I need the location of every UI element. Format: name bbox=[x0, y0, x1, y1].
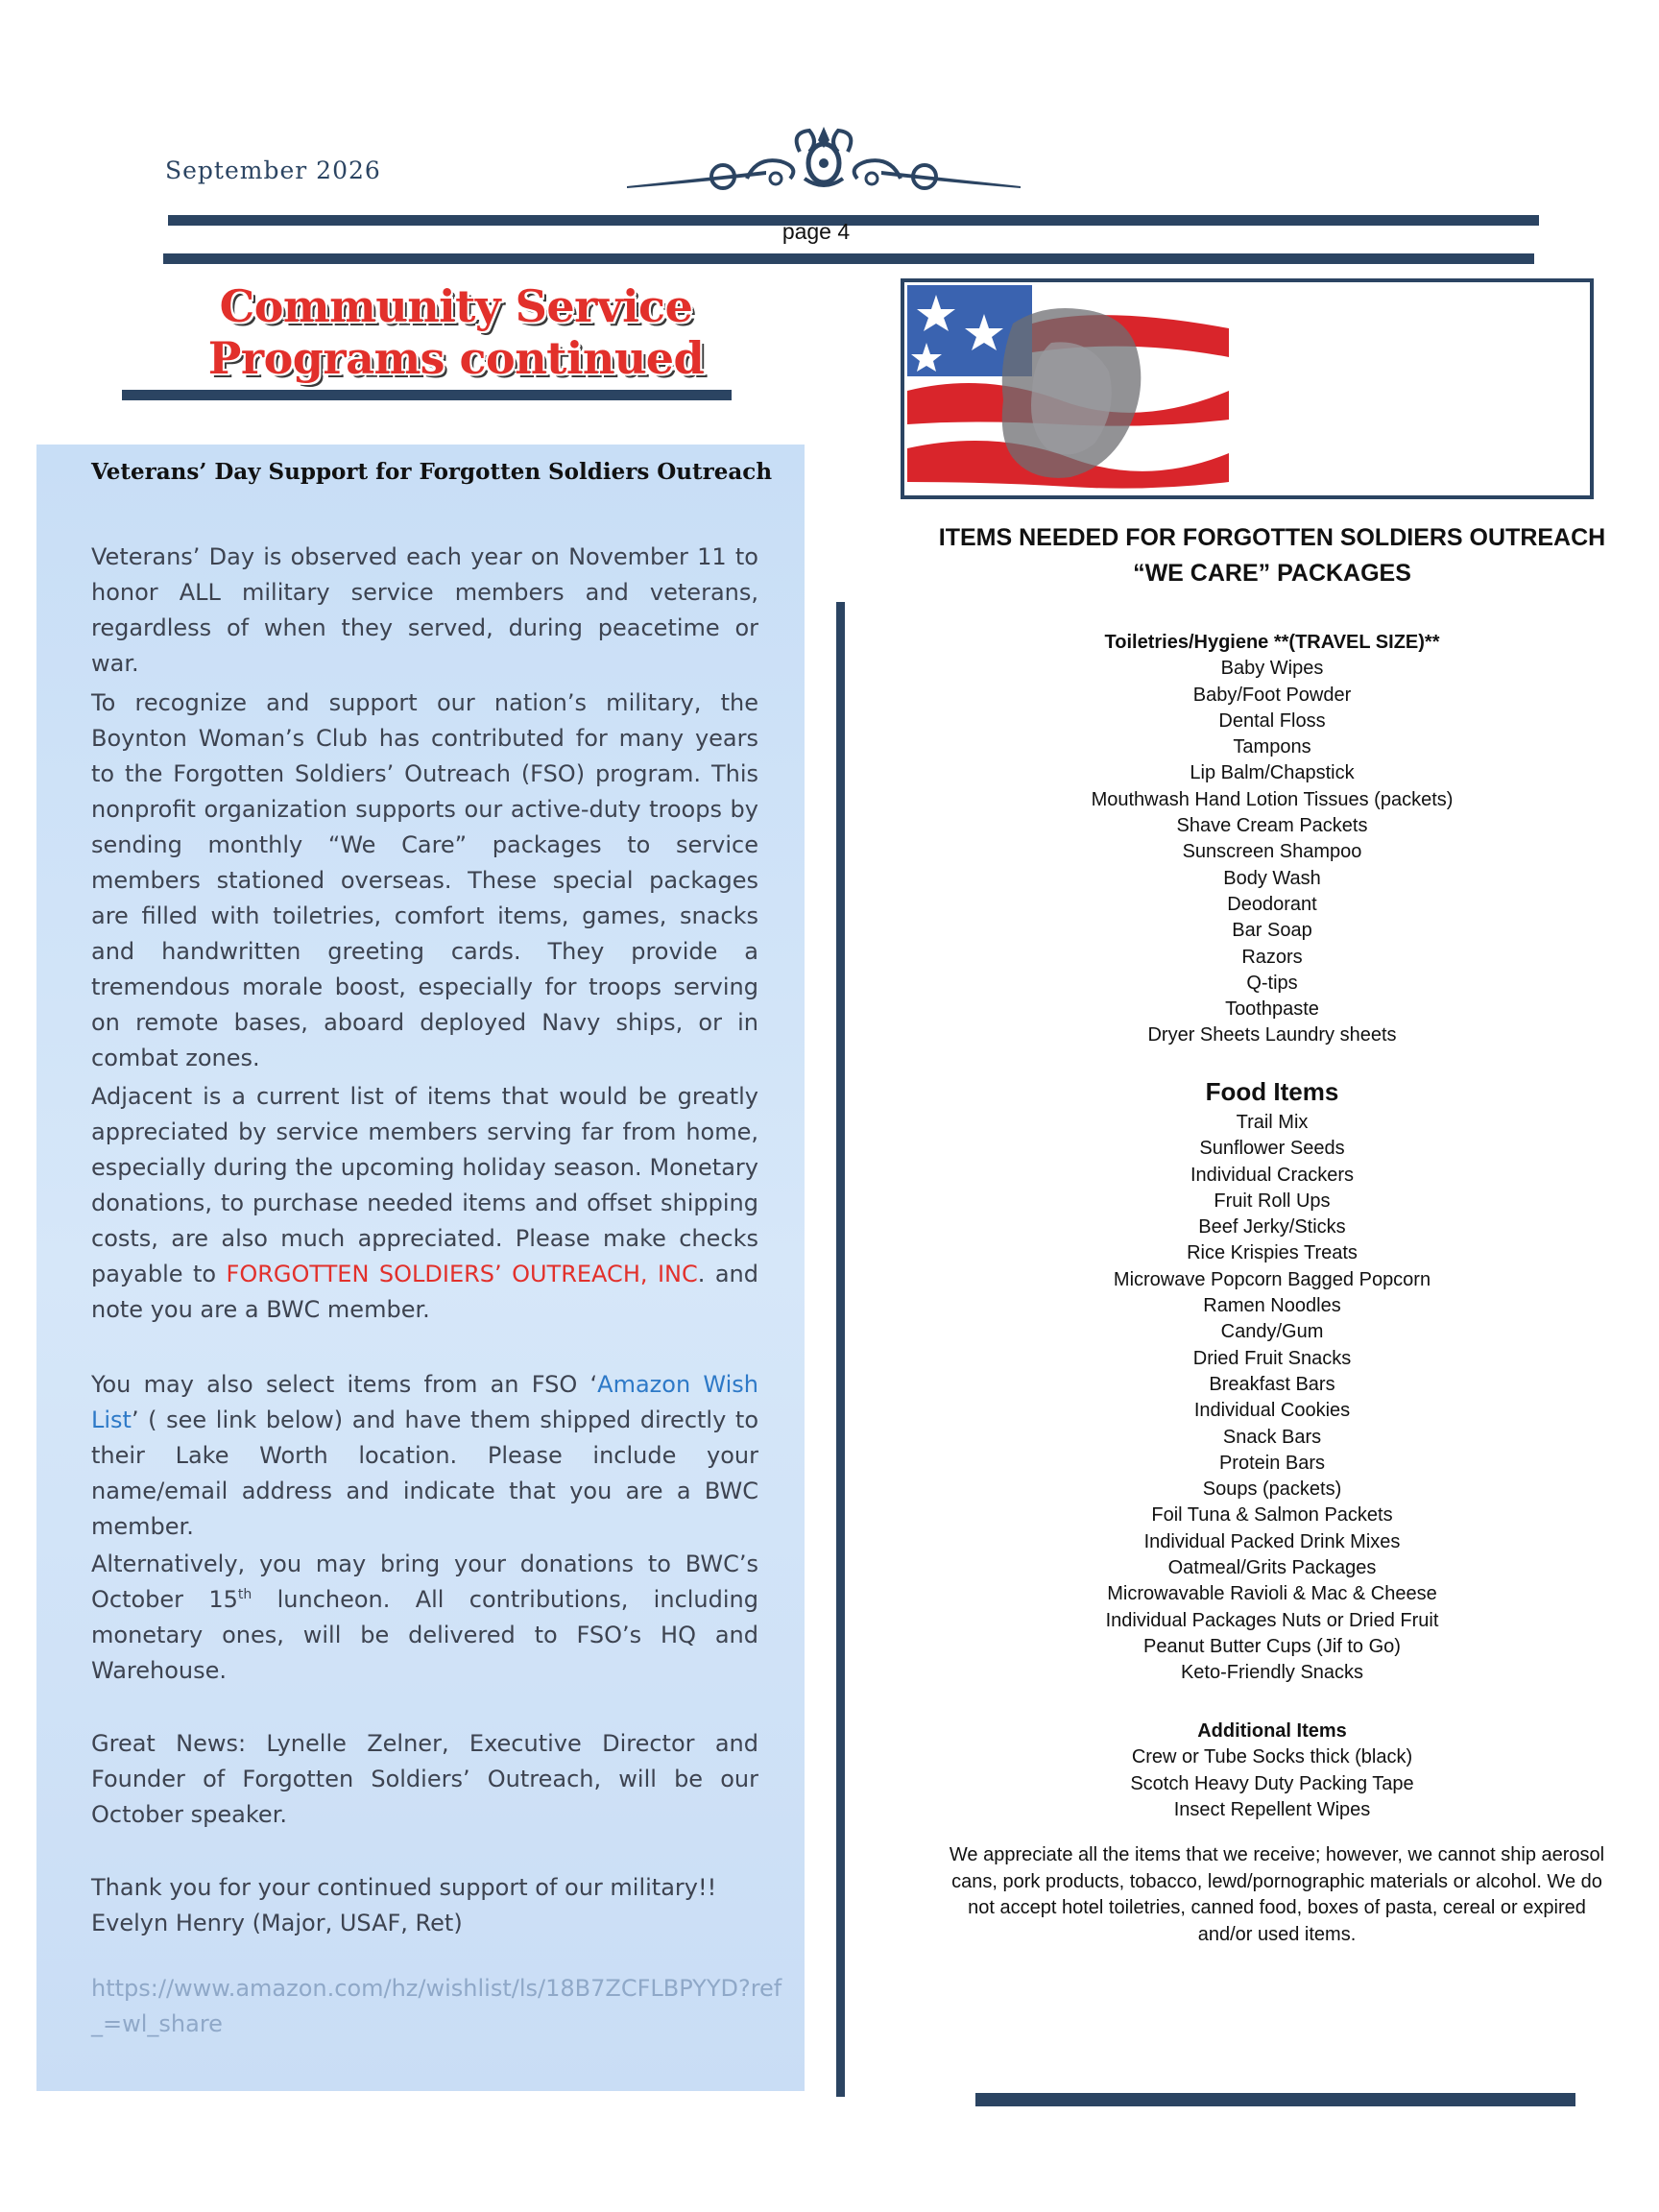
wishlist-url-link[interactable]: https://www.amazon.com/hz/wishlist/ls/18B7ZCFLBPYYD?ref_=wl_share bbox=[91, 1975, 782, 2037]
toiletries-header: Toiletries/Hygiene **(TRAVEL SIZE)** bbox=[1104, 632, 1440, 653]
list-item: Oatmeal/Grits Packages bbox=[1167, 1557, 1377, 1579]
article-paragraph-1: Veterans’ Day is observed each year on November 11 to honor ALL military service members and veterans, regardless of when they served, during peacetime or war. bbox=[91, 543, 758, 677]
list-item: Rice Krispies Treats bbox=[1187, 1242, 1358, 1264]
article-paragraph-5 bbox=[91, 1547, 758, 1689]
list-item: Microwavable Ravioli & Mac & Cheese bbox=[1107, 1583, 1437, 1605]
list-item: Crew or Tube Socks thick (black) bbox=[1131, 1746, 1413, 1768]
items-needed-title bbox=[922, 520, 1623, 591]
list-item: Individual Packages Nuts or Dried Fruit bbox=[1105, 1609, 1439, 1631]
food-items-list bbox=[1018, 1073, 1527, 1687]
article-heading: Veterans’ Day Support for Forgotten Soldiers Outreach bbox=[91, 459, 773, 485]
list-item: Keto-Friendly Snacks bbox=[1180, 1662, 1364, 1684]
article-paragraph-6: Great News: Lynelle Zelner, Executive Director and Founder of Forgotten Soldiers’ Outreach, will be our October speaker. bbox=[91, 1730, 758, 1828]
list-item: Breakfast Bars bbox=[1209, 1373, 1335, 1395]
column-divider bbox=[836, 602, 845, 2097]
signoff-author: Evelyn Henry (Major, USAF, Ret) bbox=[91, 1910, 463, 1936]
list-item: Insect Repellent Wipes bbox=[1173, 1798, 1371, 1820]
paragraph-3-text-end: . and note you are a BWC member. bbox=[91, 1261, 758, 1323]
header-rule-bottom bbox=[163, 253, 1534, 264]
additional-items-header: Additional Items bbox=[1197, 1720, 1347, 1742]
list-item: Ramen Noodles bbox=[1203, 1295, 1341, 1317]
list-item: Individual Cookies bbox=[1193, 1400, 1351, 1422]
food-items-header: Food Items bbox=[1205, 1077, 1339, 1106]
list-item: Dryer Sheets Laundry sheets bbox=[1147, 1024, 1397, 1046]
footer-rule bbox=[975, 2093, 1575, 2106]
article-paragraph-2: To recognize and support our nation’s military, the Boynton Woman’s Club has contributed for many years to the Forgotten Soldiers’ Outreach (FSO) program. This nonprofit organization supports our active-duty troops by sending monthly “We Care” packages to service members stationed overseas. These special packages are filled with toiletries, comfort items, games, snacks and handwritten greeting cards. They provide a tremendous morale boost, especially for troops serving on remote bases, aboard deployed Navy ships, or in combat zones. bbox=[91, 689, 758, 1071]
list-item: Candy/Gum bbox=[1220, 1321, 1324, 1343]
items-title-line-1: ITEMS NEEDED FOR FORGOTTEN SOLDIERS OUTREACH bbox=[938, 524, 1606, 551]
paragraph-3-text: Adjacent is a current list of items that would be greatly appreciated by service members serving far from home, especially during the upcoming holiday season. Monetary donations, to purchase needed items and offset shipping costs, are also much appreciated. Please make checks payable to bbox=[91, 1083, 758, 1287]
list-item: Deodorant bbox=[1227, 893, 1317, 915]
article-signoff bbox=[91, 1870, 758, 1941]
additional-items-list bbox=[1018, 1719, 1527, 1823]
list-item: Microwave Popcorn Bagged Popcorn bbox=[1113, 1268, 1431, 1290]
list-item: Trail Mix bbox=[1236, 1112, 1309, 1133]
paragraph-5-text: Alternatively, you may bring your donations to BWC’s October 15 bbox=[91, 1551, 758, 1613]
list-item: Peanut Butter Cups (Jif to Go) bbox=[1143, 1635, 1401, 1657]
list-item: Lip Balm/Chapstick bbox=[1190, 762, 1355, 784]
list-item: Body Wash bbox=[1223, 867, 1321, 889]
list-item: Soups (packets) bbox=[1202, 1479, 1342, 1501]
list-item: Shave Cream Packets bbox=[1176, 815, 1368, 837]
payee-name: FORGOTTEN SOLDIERS’ OUTREACH, INC bbox=[226, 1261, 698, 1287]
page-number: page 4 bbox=[781, 219, 851, 244]
paragraph-4-text: You may also select items from an FSO ‘ bbox=[91, 1371, 598, 1398]
list-item: Mouthwash Hand Lotion Tissues (packets) bbox=[1091, 788, 1454, 810]
article-paragraph-3 bbox=[91, 1079, 758, 1328]
list-item: Dental Floss bbox=[1218, 709, 1326, 732]
newsletter-date: September 2026 bbox=[165, 156, 381, 184]
list-item: Snack Bars bbox=[1222, 1426, 1322, 1448]
list-item: Q-tips bbox=[1246, 972, 1298, 994]
list-item: Protein Bars bbox=[1218, 1452, 1326, 1474]
shipping-disclaimer: We appreciate all the items that we receive; however, we cannot ship aerosol cans, pork products, tobacco, lewd/pornographic materials or alcohol. We do not accept hotel toiletries, canned food, boxes of pasta, cereal or expired and/or used items. bbox=[949, 1844, 1605, 1945]
amazon-wish-list-link[interactable]: Amazon Wish List bbox=[91, 1371, 758, 1433]
section-title-underline bbox=[122, 390, 732, 400]
list-item: Foil Tuna & Salmon Packets bbox=[1151, 1504, 1393, 1527]
list-item: Toothpaste bbox=[1225, 998, 1319, 1021]
list-item: Fruit Roll Ups bbox=[1214, 1190, 1331, 1212]
list-item: Baby/Foot Powder bbox=[1192, 684, 1352, 706]
list-item: Bar Soap bbox=[1232, 920, 1312, 942]
flag-hands-image bbox=[907, 285, 1229, 492]
ordinal-suffix: th bbox=[237, 1587, 252, 1602]
decorative-flourish-icon bbox=[622, 123, 1025, 192]
items-title-line-2: “WE CARE” PACKAGES bbox=[1133, 560, 1411, 587]
list-item: Individual Crackers bbox=[1190, 1164, 1355, 1186]
list-item: Individual Packed Drink Mixes bbox=[1143, 1530, 1401, 1552]
list-item: Beef Jerky/Sticks bbox=[1198, 1216, 1346, 1238]
list-item: Tampons bbox=[1233, 736, 1311, 758]
list-item: Baby Wipes bbox=[1220, 658, 1324, 680]
list-item: Sunflower Seeds bbox=[1199, 1138, 1345, 1160]
list-item: Razors bbox=[1241, 946, 1303, 968]
list-item: Dried Fruit Snacks bbox=[1192, 1347, 1352, 1369]
article-paragraph-4 bbox=[91, 1367, 758, 1545]
toiletries-list bbox=[1018, 630, 1527, 1049]
section-title: Community Service Programs continued bbox=[207, 280, 705, 384]
paragraph-4-text-end: ’ ( see link below) and have them shipped directly to their Lake Worth location. Please include your name/email address and indicate that you are a BWC member. bbox=[91, 1407, 758, 1540]
signoff-thanks: Thank you for your continued support of our military!! bbox=[91, 1874, 717, 1901]
paragraph-5-text-end: luncheon. All contributions, including monetary ones, will be delivered to FSO’s HQ and Warehouse. bbox=[91, 1586, 758, 1684]
list-item: Scotch Heavy Duty Packing Tape bbox=[1130, 1772, 1414, 1794]
list-item: Sunscreen Shampoo bbox=[1182, 841, 1362, 863]
